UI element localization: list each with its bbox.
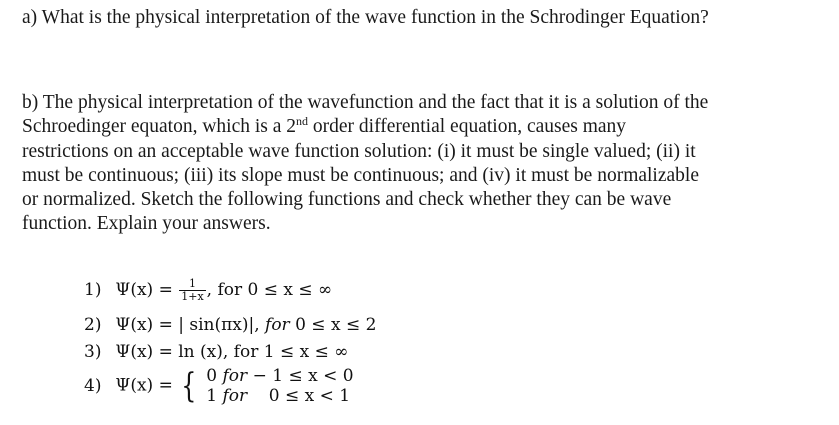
fraction bbox=[179, 278, 205, 303]
equation-4 bbox=[84, 366, 354, 406]
equation-number: 3) bbox=[84, 342, 102, 362]
question-b-line-4: must be continuous; (iii) its slope must be continuous; and (iv) it must be normalizable bbox=[22, 164, 699, 186]
equation-number: 2) bbox=[84, 315, 102, 335]
equation-rhs: , for 0 ≤ x ≤ ∞ bbox=[206, 280, 333, 300]
fraction-denominator: 1+x bbox=[181, 290, 204, 303]
ordinal-superscript: nd bbox=[296, 114, 309, 129]
equation-3 bbox=[84, 342, 348, 362]
question-b-line-5: or normalized. Sketch the following functions and check whether they can be wave bbox=[22, 189, 672, 211]
equation-1 bbox=[84, 278, 332, 303]
piecewise-cases bbox=[206, 366, 353, 406]
case-1-value: 0 bbox=[206, 366, 218, 386]
case-2-condition: 0 ≤ x < 1 bbox=[247, 386, 351, 406]
equation-lhs: Ψ(x) = bbox=[115, 280, 173, 300]
equation-lhs: Ψ(x) = bbox=[115, 375, 173, 396]
equation-lhs: Ψ(x) = | sin(πx)|, bbox=[115, 315, 260, 335]
question-a-text: a) What is the physical interpretation of the wave function in the Schrodinger Equation? bbox=[22, 7, 709, 28]
case-2 bbox=[206, 386, 353, 406]
case-2-for: for bbox=[222, 386, 248, 406]
question-b-line-2-post: order differential equation, causes many bbox=[308, 116, 627, 138]
question-b-line-3: restrictions on an acceptable wave function solution: (i) it must be single valued; (ii) it bbox=[22, 140, 696, 162]
question-a bbox=[22, 6, 832, 30]
case-1-condition: − 1 ≤ x < 0 bbox=[247, 366, 354, 386]
question-b-line-1: b) The physical interpretation of the wavefunction and the fact that it is a solution of the bbox=[22, 92, 709, 113]
question-b-line-2-pre: Schroedinger equaton, which is a 2 bbox=[22, 116, 297, 138]
equation-for: for bbox=[265, 315, 290, 335]
question-b-line-6: function. Explain your answers. bbox=[22, 213, 271, 235]
equation-number: 4) bbox=[84, 375, 102, 396]
case-1-for: for bbox=[222, 366, 248, 386]
case-2-value: 1 bbox=[206, 386, 218, 406]
question-b bbox=[22, 91, 832, 237]
curly-brace: { bbox=[181, 366, 197, 406]
equation-text: Ψ(x) = ln (x), for 1 ≤ x ≤ ∞ bbox=[115, 342, 349, 362]
equation-number: 1) bbox=[84, 280, 102, 300]
fraction-numerator: 1 bbox=[179, 278, 205, 291]
equation-2 bbox=[84, 315, 376, 335]
question-b-line-2 bbox=[22, 115, 832, 139]
case-1 bbox=[206, 366, 353, 386]
equation-rhs: 0 ≤ x ≤ 2 bbox=[289, 315, 377, 335]
